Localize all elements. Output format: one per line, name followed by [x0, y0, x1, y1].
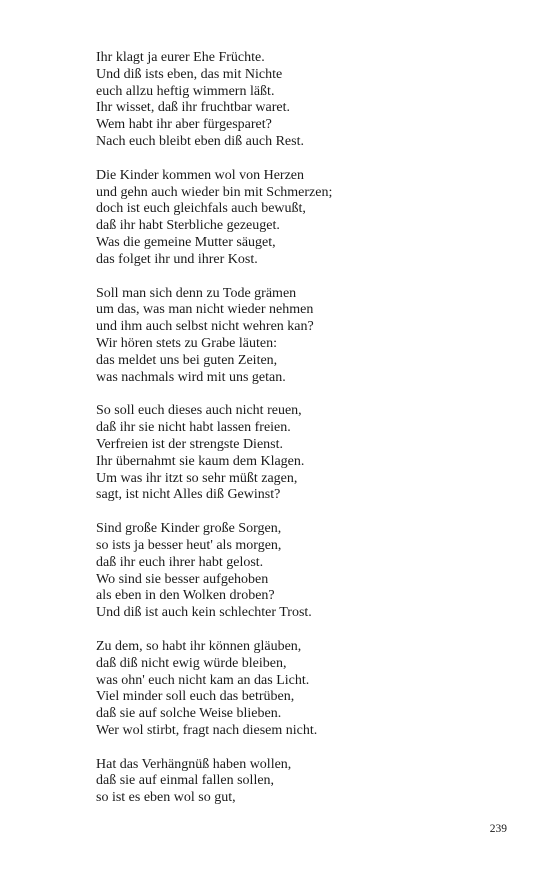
stanza	[96, 639, 516, 740]
poem-line: als eben in den Wolken droben?	[96, 588, 275, 604]
poem-line: Wem habt ihr aber fürgesparet?	[96, 117, 272, 133]
poem-line: Sind große Kinder große Sorgen,	[96, 521, 282, 537]
poem-line: Und diß ist auch kein schlechter Trost.	[96, 605, 312, 621]
stanza	[96, 757, 516, 807]
page-number: 239	[489, 823, 507, 835]
poem-line: Ihr klagt ja eurer Ehe Früchte.	[96, 50, 265, 65]
poem-line: sagt, ist nicht Alles diß Gewinst?	[96, 487, 281, 503]
stanza	[96, 403, 516, 504]
poem-line: Soll man sich denn zu Tode grämen	[96, 285, 297, 301]
poem-line: daß ihr euch ihrer habt gelost.	[96, 554, 264, 570]
stanza	[96, 168, 516, 269]
poem-line: und ihm auch selbst nicht wehren kan?	[96, 319, 314, 335]
poem-line: Und diß ists eben, das mit Nichte	[96, 66, 283, 82]
poem-line: Nach euch bleibt eben diß auch Rest.	[96, 133, 304, 149]
poem-line: Wer wol stirbt, fragt nach diesem nicht.	[96, 722, 318, 738]
poem-line: Hat das Verhängnüß haben wollen,	[96, 756, 292, 772]
poem-line: daß ihr sie nicht habt lassen freien.	[96, 420, 291, 436]
poem-line: So soll euch dieses auch nicht reuen,	[96, 403, 302, 419]
poem-line: doch ist euch gleichfals auch bewußt,	[96, 201, 306, 217]
poem-line: daß diß nicht ewig würde bleiben,	[96, 655, 287, 671]
poem-line: was ohn' euch nicht kam an das Licht.	[96, 672, 310, 688]
poem-line: daß sie auf solche Weise blieben.	[96, 706, 282, 722]
poem-line: und gehn auch wieder bin mit Schmerzen;	[96, 184, 333, 200]
poem-line: daß sie auf einmal fallen sollen,	[96, 773, 275, 789]
poem-line: Viel minder soll euch das betrüben,	[96, 689, 295, 705]
poem-line: Was die gemeine Mutter säuget,	[96, 234, 276, 250]
poem-line: Ihr übernahmt sie kaum dem Klagen.	[96, 453, 305, 469]
poem-line: Ihr wisset, daß ihr fruchtbar waret.	[96, 100, 290, 116]
stanza	[96, 50, 516, 151]
poem-line: Um was ihr itzt so sehr müßt zagen,	[96, 470, 298, 486]
poem-line: so ist es eben wol so gut,	[96, 790, 236, 806]
poem-line: Wo sind sie besser aufgehoben	[96, 571, 269, 587]
poem-line: das meldet uns bei guten Zeiten,	[96, 352, 278, 368]
poem-line: Wir hören stets zu Grabe läuten:	[96, 335, 277, 351]
stanza	[96, 286, 516, 387]
poem-line: euch allzu heftig wimmern läßt.	[96, 83, 275, 99]
poem-line: um das, was man nicht wieder nehmen	[96, 302, 314, 318]
poem-body	[96, 50, 516, 824]
poem-line: Verfreien ist der strengste Dienst.	[96, 436, 283, 452]
poem-line: Zu dem, so habt ihr können gläuben,	[96, 638, 302, 654]
stanza	[96, 521, 516, 622]
poem-line: Die Kinder kommen wol von Herzen	[96, 167, 304, 183]
poem-line: daß ihr habt Sterbliche gezeuget.	[96, 218, 280, 234]
poem-line: so ists ja besser heut' als morgen,	[96, 537, 282, 553]
poem-line: das folget ihr und ihrer Kost.	[96, 251, 258, 267]
poem-line: was nachmals wird mit uns getan.	[96, 369, 286, 385]
